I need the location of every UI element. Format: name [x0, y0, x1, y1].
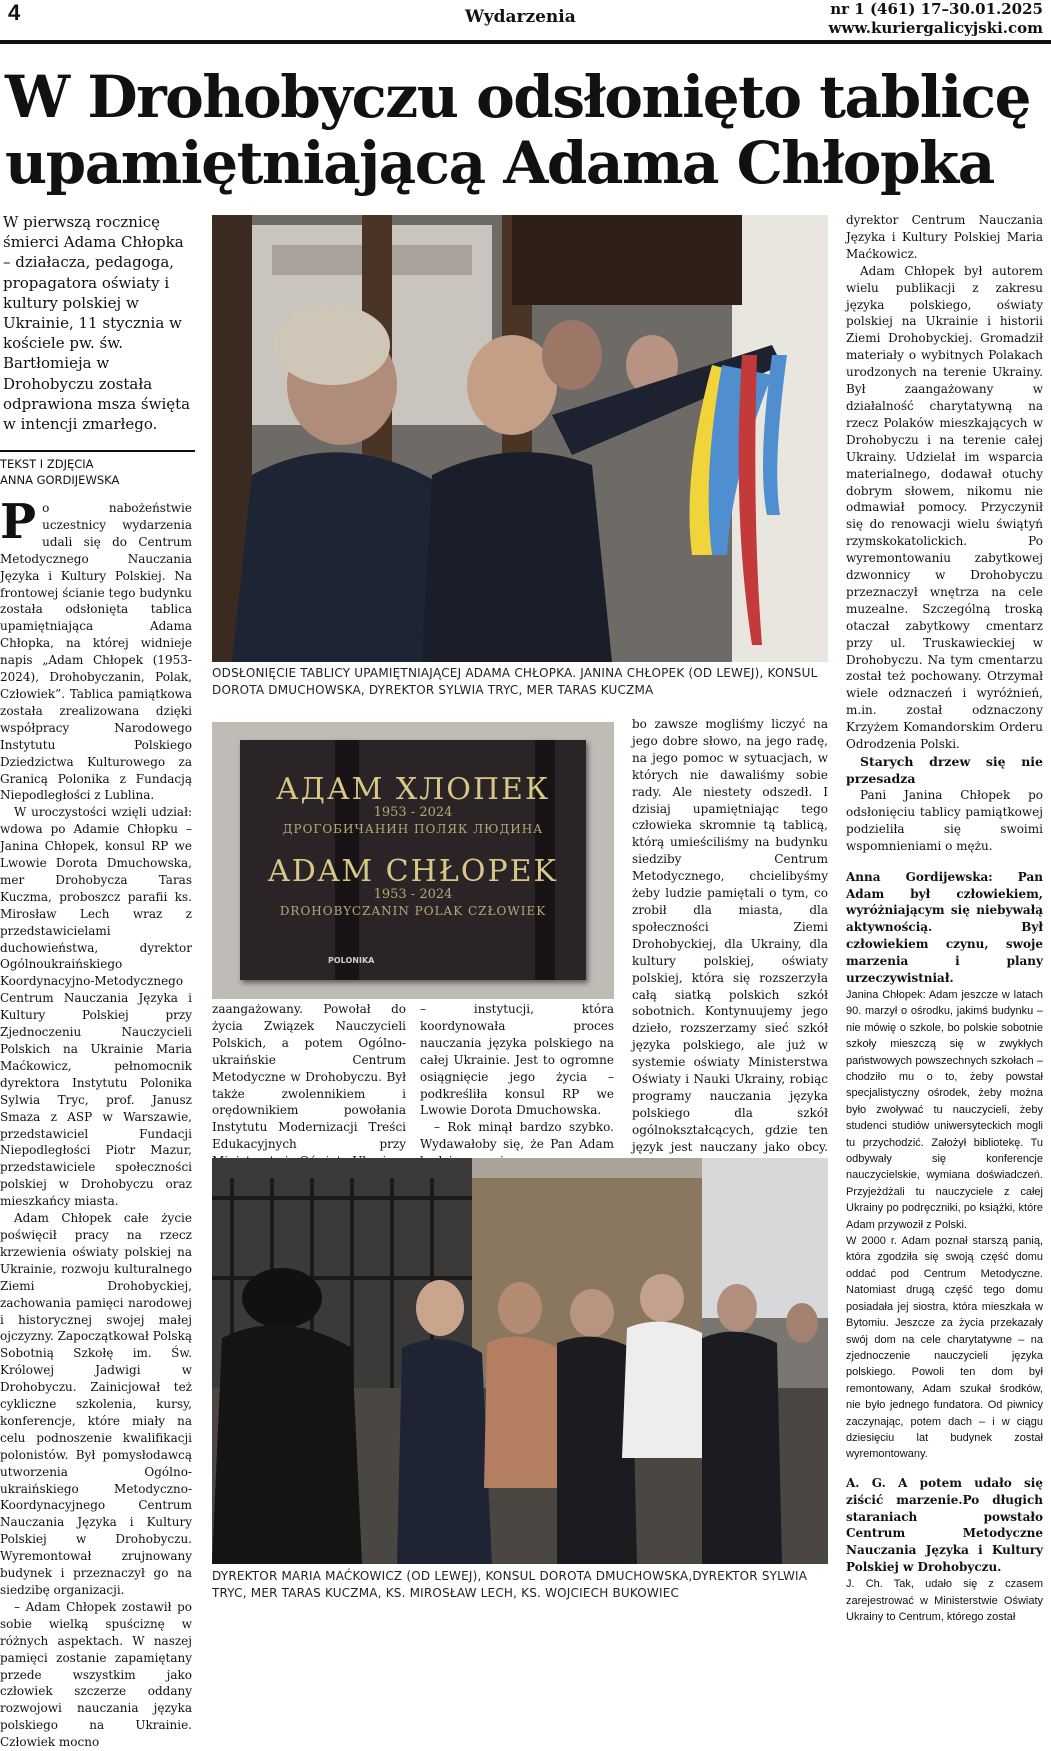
- plaque-line-3: ДРОГОБИЧАНИН ПОЛЯК ЛЮДИНА: [282, 822, 544, 836]
- paragraph: – Adam Chłopek zostawił po sobie wielką spuściznę w różnych aspektach. W naszej pamięci zostanie zapamiętany przede wszystkim jako człowiek szczerze oddany rozwojowi nauczania języka polskiego na Ukrainie. Człowiek mocno: [0, 1599, 192, 1750]
- photo-plaque: [212, 722, 614, 999]
- column-5: [846, 212, 1043, 1625]
- column-3: [420, 1001, 614, 1170]
- subheading: Starych drzew się nie przesadza: [846, 754, 1043, 786]
- byline-author: ANNA GORDIJEWSKA: [0, 473, 120, 487]
- interview-question: Anna Gordijewska: Pan Adam był człowiekiem, wyróżniającym się niebywałą aktywnością. Był człowiekiem czynu, swoje marzenia i plany urzeczywistniał.: [846, 869, 1043, 986]
- title-line-1: W Drohobyczu odsłonięto tablicę: [5, 63, 1030, 131]
- photo-3-caption: DYREKTOR MARIA MAĆKOWICZ (OD LEWEJ), KONSUL DOROTA DMUCHOWSKA,DYREKTOR SYLWIA TRYC, MER TARAS KUCZMA, KS. MIROSŁAW LECH, KS. WOJCIECH BUKOWIEC: [212, 1569, 808, 1600]
- interview-answer: J. Ch. Tak, udało się z czasem zarejestrować w Ministerstwie Oświaty Ukrainy to Centrum, którego został: [846, 1578, 1043, 1623]
- photo-plaque-unveiling: [212, 215, 828, 662]
- paragraph: Adam Chłopek był autorem wielu publikacji z zakresu języka polskiego, oświaty polskiej na Ukrainie i historii Ziemi Drohobyckiej. Gromadził materiały o wybitnych Polakach urodzonych na terenie Ukrainy. Był zaangażowany w działalność charytatywną na rzecz Polaków mieszkających w Drohobyczu i na terenie całej Ukrainy. Udzielał im wsparcia materialnego, dodawał otuchy dobrym słowem, nikomu nie odmawiał pomocy. Przyczynił się do renowacji wielu świątyń rzymskokatolickich. Po wyremontowaniu zabytkowej dzwonnicy w Drohobyczu przeznaczył wnętrza na cele muzealne. Szczególną troską otaczał zabytkowy cmentarz przy ul. Truskawieckiej w Drohobyczu. Na tym cmentarzu został też pochowany. Otrzymał wiele odznaczeń i wyróżnień, m.in. został odznaczony Krzyżem Komandorskim Orderu Odrodzenia Polski.: [846, 263, 1043, 752]
- issue-info: [829, 0, 1043, 38]
- plaque-line-1: АДАМ ХЛОПЕК: [275, 772, 551, 807]
- plaque-line-5: 1953 - 2024: [373, 887, 453, 902]
- polonika-logo: POLONIKA: [328, 956, 375, 965]
- interview-question: A. G. A potem udało się ziścić marzenie.Po długich staraniach powstało Centrum Metodyczne Nauczania Języka i Kultury Polskiej w Drohobyczu.: [846, 1475, 1043, 1575]
- paragraph: zaangażowany. Powołał do życia Związek Nauczycieli Polskich, a potem Ogólno-ukraińskie Centrum Metodyczne w Drohobyczu. Był także zwolennikiem i orędownikiem powołania Instytutu Modernizacji Treści Edukacyjnych przy: [212, 1002, 406, 1152]
- paragraph: Adam Chłopek całe życie poświęcił pracy na rzecz krzewienia oświaty polskiej na Ukrainie, rozwoju kulturalnego Ziemi Drohobyckiej, zachowania pamięci narodowej i historycznej swojej małej ojczyzny. Zapoczątkował Polską Sobotnią Szkołę im. Św. Królowej Jadwigi w Drohobyczu. Zainicjował też cykliczne szkolenia, kursy, konferencje, które miały na celu podnoszenie kwalifikacji polonistów. Był pomysłodawcą utworzenia Ogólno-ukraińskiego Metodyczno-Koordynacyjnego Centrum Nauczania Języka i Kultury Polskiej w Drohobyczu. Wyremontował zrujnowany budynek i przeznaczył go na siedzibę organizacji.: [0, 1211, 192, 1597]
- section-name: Wydarzenia: [465, 7, 576, 27]
- interview-answer: W 2000 r. Adam poznał starszą panią, która zgodziła się swoją część domu oddać pod Centrum Metodyczne. Natomiast drugą część tego domu posiadała jej siostra, która mieszkała w Bytomiu. Jeszcze za życia przekazały swój dom na cele charytatywne – na zjednoczenie nauczycieli języka polskiego. Powoli ten dom był remontowany, Adam szukał środków, nie było jednego fundatora. Od piwnicy zaczynając, potem dach – i w ciągu dziesięciu lat budynek został wyremontowany.: [846, 1235, 1043, 1461]
- photo-1-caption: ODSŁONIĘCIE TABLICY UPAMIĘTNIAJĄCEJ ADAMA CHŁOPKA. JANINA CHŁOPEK (OD LEWEJ), KONSUL DOROTA DMUCHOWSKA, DYREKTOR SYLWIA TRYC, MER TARAS KUCZMA: [212, 666, 818, 697]
- header-rule: [0, 40, 1051, 44]
- article-lead: W pierwszą rocznicę śmierci Adama Chłopka – działacza, pedagoga, propagatora oświaty i kultury polskiej w Ukrainie, 11 stycznia w kościele pw. św. Bartłomieja w Drohobyczu została odprawiona msza święta w intencji zmarłego.: [3, 213, 191, 434]
- issue-number: nr 1 (461) 17–30.01.2025: [830, 0, 1043, 18]
- column-4: [632, 716, 828, 1189]
- paragraph: – instytucji, która koordynowała proces nauczania języka polskiego na całej Ukrainie. Jest to ogromne osiągnięcie jego życia – podkreśliła konsul RP we Lwowie Dorota Dmuchowska.: [420, 1002, 614, 1118]
- title-line-2: upamiętniającą Adama Chłopka: [5, 129, 994, 197]
- plaque-line-4: ADAM CHŁOPEK: [268, 854, 558, 889]
- column-1: [0, 494, 192, 1751]
- paragraph: bo zawsze mogliśmy liczyć na jego dobre słowo, na jego radę, na jego pomoc w sytuacjach, w których nie dawaliśmy sobie rady. Ale niestety odszedł. I dzisiaj upamiętniając tego człowieka skromnie tą tablicą, którą umieściliśmy na budynku siedziby Centrum Metodycznego, chcielibyśmy żeby ludzie pamiętali o tym, co zrobił dla miasta, dla społeczności Ziemi Drohobyckiej, dla Ukrainy, dla kultury polskiej, oświaty polskiej, która się rozszerzyła całą siatką polskich szkół sobotnich. Kontynuujemy jego dzieło, rozszerzamy sieć szkół języka polskiego, ale już w systemie oświaty Ministerstwa Oświaty i Nauki Ukrainy, robiąc programy nauczania języka polskiego dla szkół ogólnokształcących, gdzie ten język jest nauczany jako obcy.: [632, 717, 828, 1154]
- drop-cap: P: [0, 494, 37, 550]
- paragraph: W uroczystości wzięli udział: wdowa po Adamie Chłopku – Janina Chłopek, konsul RP we Lwowie Dorota Dmuchowska, mer Drohobycza Taras Kuczma, proboszcz parafii ks. Mirosław Lech wraz z przedstawicielami duchowieństwa, dyrektor Ogólnoukraińskiego Koordynacyjno-Metodycznego Centrum Nauczania Języka i Kultury Polskiej przy Zjednoczeniu Nauczycieli Polskich na Ukrainie Maria Maćkowicz, pełnomocnik dyrektora Instytutu Polonika Sylwia Tryc, prof. Janusz Smaza z ASP w Warszawie, przedstawiciel Fundacji Niepodległości Piotr Mazur, przedstawiciele społeczności polskiej w Drohobyczu oraz mieszkańcy miasta.: [0, 805, 192, 1209]
- plaque-stone: [240, 740, 586, 980]
- paragraph: Pani Janina Chłopek po odsłonięciu tablicy pamiątkowej podzieliła się swoimi wspomnieniami o mężu.: [846, 788, 1043, 853]
- photo-plaque-unveiling-image: [212, 215, 828, 662]
- plaque-line-2: 1953 - 2024: [373, 805, 453, 820]
- paragraph: Po nabożeństwie uczestnicy wydarzenia udali się do Centrum Metodycznego Nauczania Języka i Kultury Polskiej. Na frontowej ścianie tego budynku została odsłonięta tablica upamiętniająca Adama Chłopka, na której widnieje napis „Adam Chłopek (1953-2024), Drohobyczanin, Polak, Człowiek”. Tablica pamiątkowa została zrealizowana dzięki współpracy Narodowego Instytutu Polskiego Dziedzictwa Kulturowego za Granicą Polonika z Fundacją Niepodległości z Lublina.: [0, 494, 192, 803]
- photo-ceremony-group-image: [212, 1158, 828, 1564]
- page-number: 4: [8, 0, 21, 25]
- paragraph: dyrektor Centrum Nauczania Języka i Kultury Polskiej Maria Maćkowicz.: [846, 213, 1043, 261]
- website: www.kuriergalicyjski.com: [828, 19, 1043, 37]
- byline-role: TEKST I ZDJĘCIA: [0, 457, 94, 471]
- article-title: [5, 64, 1045, 196]
- photo-ceremony-group: [212, 1158, 828, 1564]
- column-2: [212, 1001, 406, 1170]
- plaque-line-6: DROHOBYCZANIN POLAK CZŁOWIEK: [279, 904, 547, 918]
- interview-answer: Janina Chłopek: Adam jeszcze w latach 90. marzył o ośrodku, jakimś budynku – nie mówię o szkole, bo polskie sobotnie szkoły mieszczą się w zwykłych państwowych powszechnych szkołach – chodziło mu o to, żeby powstał specjalistyczny ośrodek, żeby można było zwoływać tu nauczycieli, żeby studenci studiów uniwersyteckich mogli tu przychodzić. Założył bibliotekę. Tu odbywały się konferencje nauczycielskie, wymiana doświadczeń. Przyjeżdżali tu nauczyciele z całej Ukrainy po podręczniki, po książki, które Adam przywoził z Polski.: [846, 988, 1043, 1231]
- byline: [0, 450, 195, 488]
- paragraph: – Rok minął bardzo szybko. Wydawałoby się, że Pan Adam: [420, 1120, 614, 1152]
